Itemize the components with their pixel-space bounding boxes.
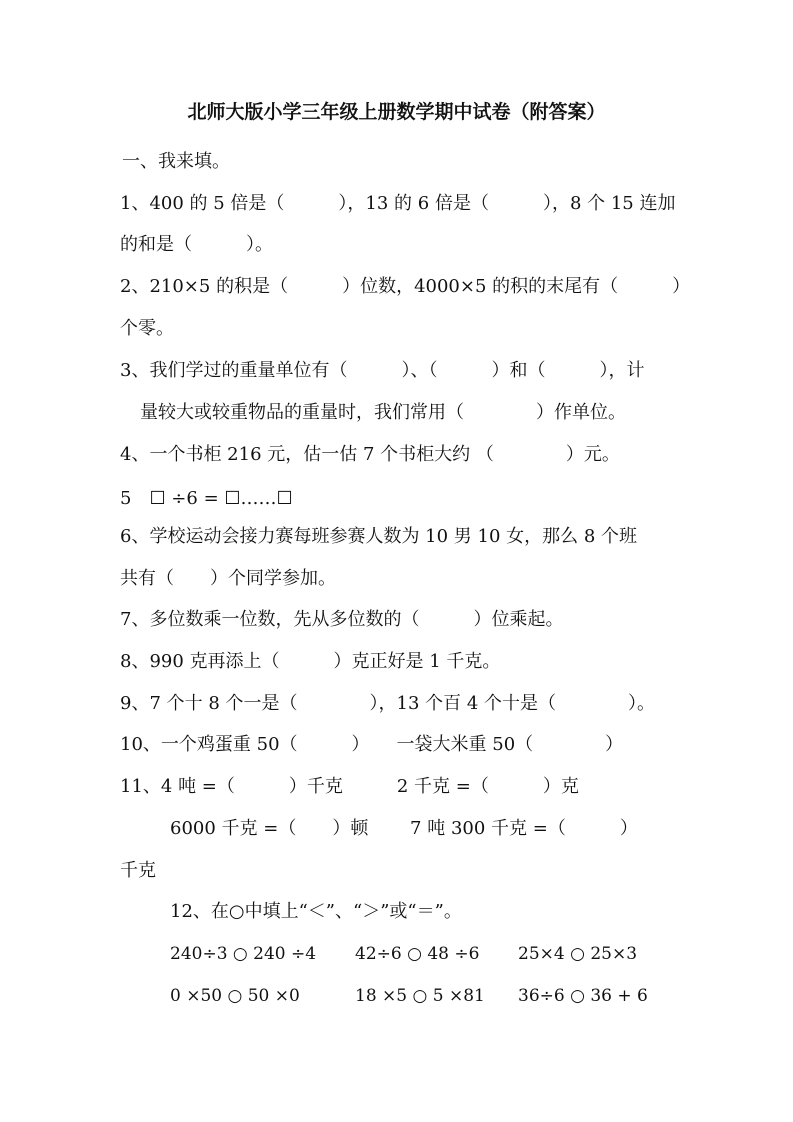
question-11-line-1: 11、4 吨 =（ ）千克 2 千克 =（ ）克 xyxy=(120,776,579,797)
compare-item: 42÷6 ○ 48 ÷6 xyxy=(355,944,480,964)
question-1-line-2: 的和是（ ）。 xyxy=(120,234,273,255)
question-2-line-2: 个零。 xyxy=(120,318,174,339)
question-10: 10、一个鸡蛋重 50（ ） 一袋大米重 50（ ） xyxy=(120,734,624,755)
compare-item: 240÷3 ○ 240 ÷4 xyxy=(170,944,317,964)
section-heading: 一、我来填。 xyxy=(122,151,230,172)
question-1-line-1: 1、400 的 5 倍是（ ），13 的 6 倍是（ ），8 个 15 连加 xyxy=(120,193,676,214)
question-3-line-1: 3、我们学过的重量单位有（ ）、（ ）和（ ），计 xyxy=(120,360,645,381)
compare-item: 0 ×50 ○ 50 ×0 xyxy=(170,986,300,1006)
page-title: 北师大版小学三年级上册数学期中试卷（附答案） xyxy=(187,101,606,123)
question-12: 12、在○中填上“＜”、“＞”或“＝”。 xyxy=(170,901,462,922)
question-7: 7、多位数乘一位数，先从多位数的（ ）位乘起。 xyxy=(120,609,564,630)
question-2-line-1: 2、210×5 的积是（ ）位数，4000×5 的积的末尾有（ ） xyxy=(120,276,691,297)
question-11-line-2: 6000 千克 =（ ）顿 7 吨 300 千克 =（ ） xyxy=(170,818,638,839)
question-4: 4、一个书柜 216 元，估一估 7 个书柜大约 （ ）元。 xyxy=(120,444,620,465)
compare-item: 25×4 ○ 25×3 xyxy=(518,944,638,964)
question-6-line-2: 共有（ ）个同学参加。 xyxy=(120,568,336,589)
question-8: 8、990 克再添上（ ）克正好是 1 千克。 xyxy=(120,651,501,672)
question-6-line-1: 6、学校运动会接力赛每班参赛人数为 10 男 10 女，那么 8 个班 xyxy=(120,526,638,547)
compare-item: 18 ×5 ○ 5 ×81 xyxy=(355,986,485,1006)
question-5: 5 ☐ ÷6 = ☐……☐ xyxy=(120,488,293,509)
compare-item: 36÷6 ○ 36 + 6 xyxy=(518,986,648,1006)
question-9: 9、7 个十 8 个一是（ ），13 个百 4 个十是（ ）。 xyxy=(120,693,656,714)
question-3-line-2: 量较大或较重物品的重量时，我们常用（ ）作单位。 xyxy=(140,402,626,423)
question-11-line-3: 千克 xyxy=(120,860,156,881)
